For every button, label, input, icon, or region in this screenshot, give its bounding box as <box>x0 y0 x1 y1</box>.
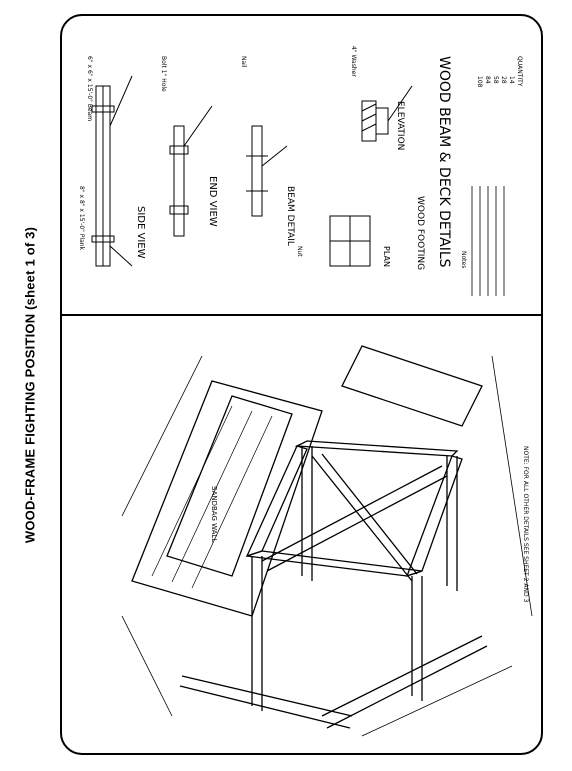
plan-label: PLAN <box>382 246 391 267</box>
drawing-plate <box>60 14 543 755</box>
quantity-row-1: 108 <box>476 76 483 88</box>
quantity-header: QUANTITY <box>516 56 523 87</box>
wood-footing-label: WOOD FOOTING <box>415 196 425 271</box>
quantity-row-2: 84 <box>484 76 491 84</box>
plank-note: 8" x 8" x 15'-0" Plank <box>78 186 85 251</box>
brace-2 <box>312 456 412 581</box>
side-view-label: SIDE VIEW <box>135 206 146 259</box>
end-view-label: END VIEW <box>207 176 218 227</box>
quantity-row-5: 14 <box>508 76 515 84</box>
nail-note: Nail <box>240 56 247 68</box>
washer-note: 4" Washer <box>350 46 357 77</box>
nut-note: Nut <box>296 246 303 257</box>
notes-block-label: Notes <box>460 251 467 269</box>
sandbag-note: SANDBAG WALL <box>210 486 218 543</box>
quantity-row-4: 28 <box>500 76 507 84</box>
beam-note: 6" x 6" x 15'-0" Beam <box>86 56 93 122</box>
drawing-note: NOTE: FOR ALL OTHER DETAILS SEE SHEET 2 AND 3 <box>522 446 529 603</box>
isometric-drawing <box>62 16 543 755</box>
beam-detail-label: BEAM DETAIL <box>285 186 295 246</box>
elevation-label: ELEVATION <box>395 101 405 151</box>
deck-plank <box>182 676 352 716</box>
bolt-note: Bolt 1" Hole <box>160 56 167 92</box>
sandbag-wall-top <box>342 346 482 426</box>
beam-back <box>297 441 457 456</box>
beam-right <box>407 456 462 576</box>
quantity-row-3: 58 <box>492 76 499 84</box>
main-details-title: WOOD BEAM & DECK DETAILS <box>436 56 452 268</box>
beam-left <box>247 446 307 556</box>
page-title-area <box>0 0 60 771</box>
page-title: WOOD-FRAME FIGHTING POSITION (sheet 1 of 3) <box>22 226 38 544</box>
brace-1 <box>262 466 442 561</box>
